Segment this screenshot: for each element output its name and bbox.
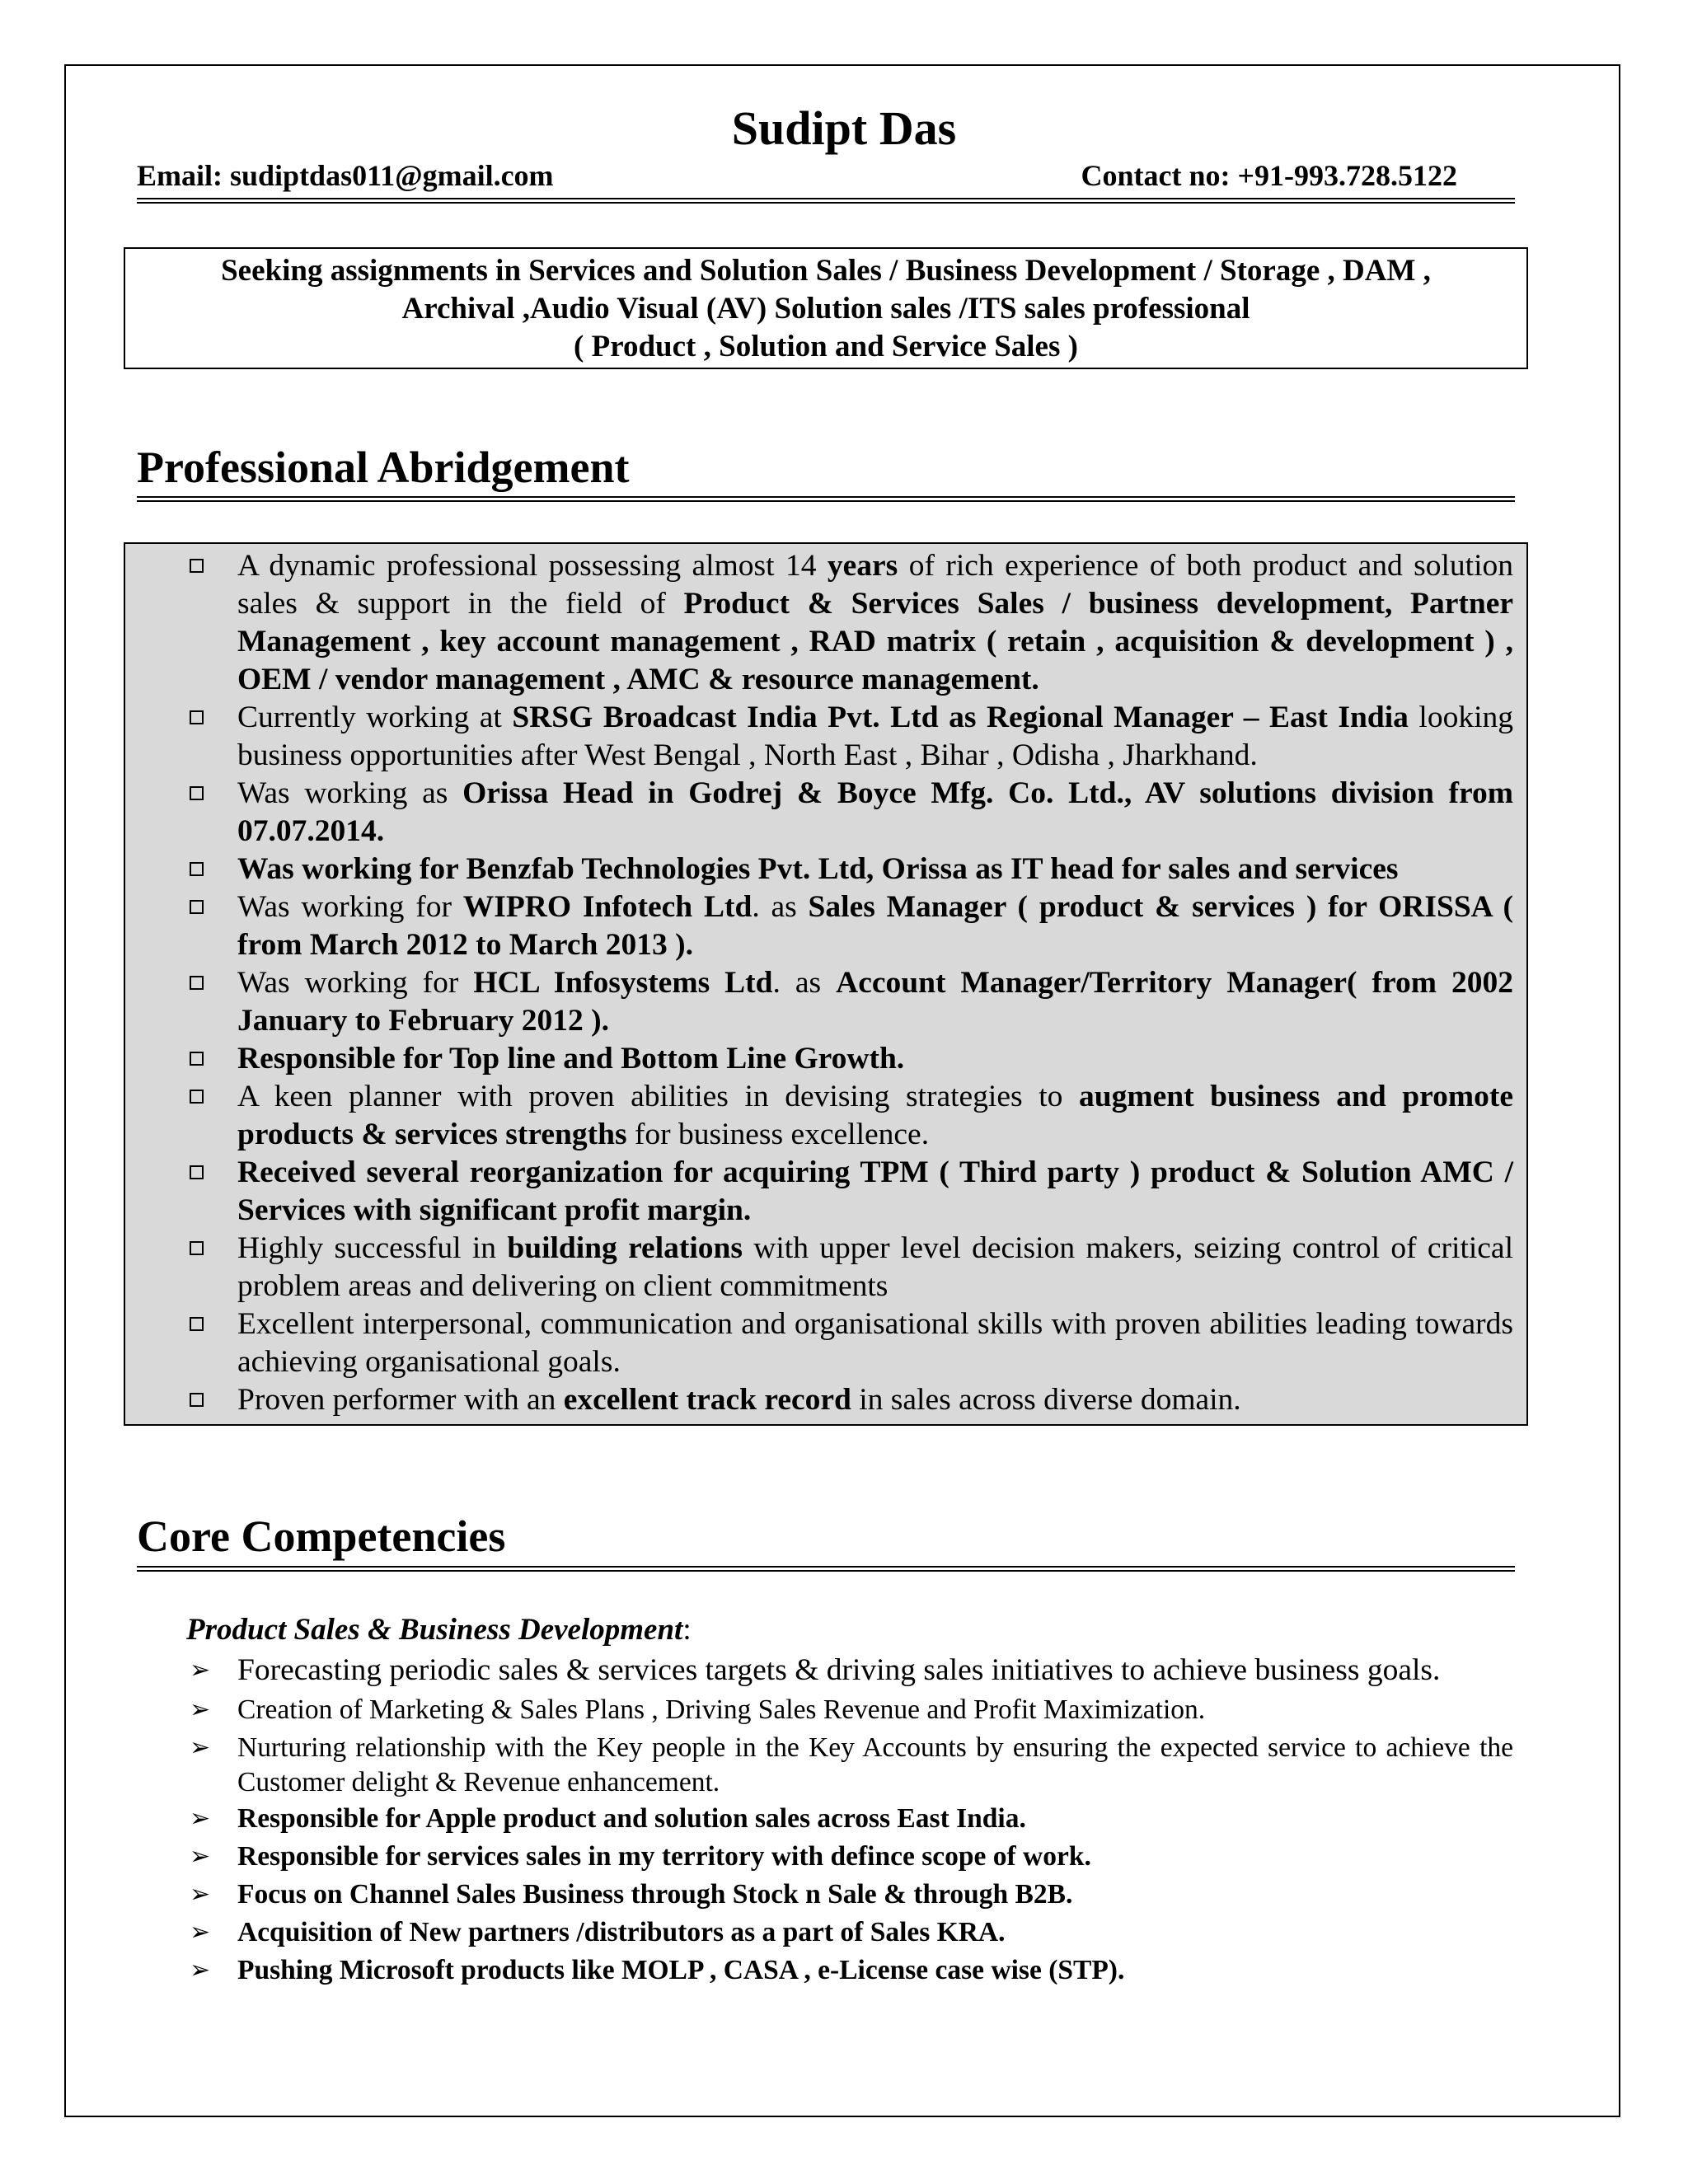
list-item: ➢ Responsible for services sales in my territory with defince scope of work. (190, 1838, 1513, 1876)
list-item: Proven performer with an excellent track record in sales across diverse domain. (190, 1381, 1513, 1419)
list-item: A dynamic professional possessing almost 14 years of rich experience of both product and solution sales & support in the field of Product & Services Sales / business development, Partner Management , key account management , RAD matrix ( retain , acquisition & development ) , OEM / vendor management , AMC & resource management. (190, 547, 1513, 699)
objective-line: Archival ,Audio Visual (AV) Solution sales /ITS sales professional (401, 292, 1250, 326)
arrow-icon: ➢ (190, 1804, 211, 1833)
checkbox-icon (190, 559, 204, 573)
list-item: Responsible for Top line and Bottom Line Growth. (190, 1040, 1513, 1078)
objective-line: ( Product , Solution and Service Sales ) (574, 330, 1078, 363)
section-title-competencies: Core Competencies (137, 1511, 506, 1561)
list-item: ➢ Responsible for Apple product and solution sales across East India. (190, 1800, 1513, 1838)
candidate-name: Sudipt Das (731, 101, 957, 155)
objective-line: Seeking assignments in Services and Solution Sales / Business Development / Storage , DAM , (221, 254, 1431, 288)
competency-subheading: Product Sales & Business Development: (186, 1613, 692, 1647)
list-item: Was working for HCL Infosystems Ltd. as Account Manager/Territory Manager( from 2002 January to February 2012 ). (190, 964, 1513, 1040)
contact-row (137, 158, 1515, 196)
list-item: Excellent interpersonal, communication and organisational skills with proven abilities leading towards achieving organisational goals. (190, 1305, 1513, 1381)
list-item: ➢ Nurturing relationship with the Key people in the Key Accounts by ensuring the expected service to achieve the Customer delight & Revenue enhancement. (190, 1732, 1513, 1797)
summary-list (190, 547, 1513, 1419)
list-item: ➢ Forecasting periodic sales & services targets & driving sales initiatives to achieve business goals. (190, 1652, 1513, 1690)
arrow-icon: ➢ (190, 1695, 211, 1724)
list-item: Currently working at SRSG Broadcast India Pvt. Ltd as Regional Manager – East India looking business opportunities after West Bengal , North East , Bihar , Odisha , Jharkhand. (190, 699, 1513, 775)
arrow-icon: ➢ (190, 1880, 211, 1909)
checkbox-icon (190, 1165, 204, 1179)
list-item: A keen planner with proven abilities in devising strategies to augment business and promote products & services strengths for business excellence. (190, 1078, 1513, 1154)
arrow-icon: ➢ (190, 1956, 211, 1985)
arrow-icon: ➢ (190, 1733, 211, 1762)
checkbox-icon (190, 1393, 204, 1407)
list-item: Was working as Orissa Head in Godrej & Boyce Mfg. Co. Ltd., AV solutions division from 07.07.2014. (190, 775, 1513, 851)
list-item: ➢ Acquisition of New partners /distributors as a part of Sales KRA. (190, 1914, 1513, 1952)
checkbox-icon (190, 900, 204, 914)
checkbox-icon (190, 710, 204, 724)
checkbox-icon (190, 1241, 204, 1255)
header-divider (137, 198, 1515, 204)
arrow-icon: ➢ (190, 1656, 211, 1685)
competency-list (190, 1652, 1513, 1990)
checkbox-icon (190, 1317, 204, 1331)
email-line: Email: sudiptdas011@gmail.com (137, 159, 554, 192)
list-item: ➢ Creation of Marketing & Sales Plans , Driving Sales Revenue and Profit Maximization. (190, 1693, 1513, 1727)
list-item: Highly successful in building relations with upper level decision makers, seizing control of critical problem areas and delivering on client commitments (190, 1230, 1513, 1305)
list-item: ➢ Focus on Channel Sales Business through Stock n Sale & through B2B. (190, 1876, 1513, 1914)
list-item: Was working for Benzfab Technologies Pvt. Ltd, Orissa as IT head for sales and services (190, 851, 1513, 888)
objective-box (124, 247, 1528, 369)
checkbox-icon (190, 1052, 204, 1066)
list-item: ➢ Pushing Microsoft products like MOLP , CASA , e-License case wise (STP). (190, 1952, 1513, 1990)
list-item: Was working for WIPRO Infotech Ltd. as Sales Manager ( product & services ) for ORISSA ( from March 2012 to March 2013 ). (190, 888, 1513, 964)
section-divider (137, 496, 1515, 502)
section-title-summary: Professional Abridgement (137, 443, 630, 492)
list-item: Received several reorganization for acquiring TPM ( Third party ) product & Solution AMC / Services with significant profit margin. (190, 1154, 1513, 1230)
section-divider (137, 1566, 1515, 1572)
arrow-icon: ➢ (190, 1918, 211, 1947)
checkbox-icon (190, 862, 204, 876)
contact-number: Contact no: +91-993.728.5122 (1081, 159, 1457, 192)
arrow-icon: ➢ (190, 1842, 211, 1871)
checkbox-icon (190, 786, 204, 800)
checkbox-icon (190, 1090, 204, 1104)
checkbox-icon (190, 976, 204, 990)
